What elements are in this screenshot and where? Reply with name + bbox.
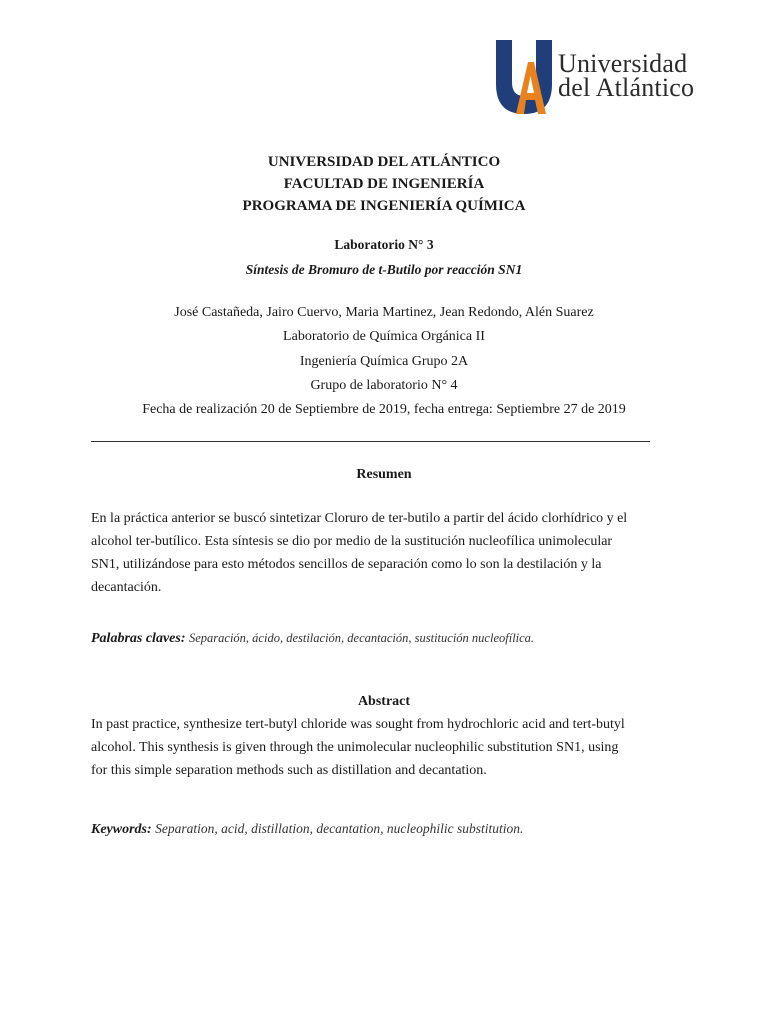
abstract-paragraph [91, 713, 678, 782]
program-title: PROGRAMA DE INGENIERÍA QUÍMICA [242, 198, 526, 214]
divider [91, 441, 650, 442]
abstract-line: alcohol. This synthesis is given through the unimolecular nucleophilic substitution SN1, using [91, 740, 619, 755]
logo-text-line2: del Atlántico [558, 73, 695, 102]
lab-group: Grupo de laboratorio N° 4 [310, 378, 458, 393]
resumen-line: En la práctica anterior se buscó sintetizar Cloruro de ter-butilo a partir del ácido clorhídrico y el [91, 511, 628, 526]
abstract-keywords [91, 821, 523, 838]
group: Ingeniería Química Grupo 2A [299, 354, 469, 369]
keywords-label: Keywords: [91, 822, 152, 837]
keywords-text: Separation, acid, distillation, decantation, nucleophilic substitution. [155, 821, 524, 836]
lab-number: Laboratorio N° 3 [334, 237, 434, 252]
university-logo-mark-icon [494, 38, 554, 116]
logo-text-line1: Universidad [558, 49, 688, 78]
resumen-heading: Resumen [356, 467, 412, 482]
abstract-line: In past practice, synthesize tert-butyl chloride was sought from hydrochloric acid and tert-butyl [91, 717, 625, 732]
university-logo [494, 38, 709, 116]
resumen-line: decantación. [91, 580, 162, 595]
course: Laboratorio de Química Orgánica II [283, 329, 485, 344]
authors: José Castañeda, Jairo Cuervo, Maria Martinez, Jean Redondo, Alén Suarez [174, 305, 594, 320]
resumen-line: SN1, utilizándose para esto métodos sencillos de separación como lo son la destilación y la [91, 557, 602, 572]
keywords-text: Separación, ácido, destilación, decantación, sustitución nucleofílica. [188, 631, 535, 645]
lab-title: Síntesis de Bromuro de t-Butilo por reacción SN1 [245, 262, 523, 277]
institution-title: UNIVERSIDAD DEL ATLÁNTICO [267, 154, 501, 170]
resumen-keywords [91, 631, 534, 647]
resumen-paragraph [91, 507, 678, 599]
dates: Fecha de realización 20 de Septiembre de 2019, fecha entrega: Septiembre 27 de 2019 [142, 402, 626, 417]
abstract-line: for this simple separation methods such as distillation and decantation. [91, 763, 487, 778]
resumen-line: alcohol ter-butílico. Esta síntesis se dio por medio de la sustitución nucleofílica unimolecular [91, 534, 613, 549]
abstract-heading: Abstract [357, 694, 411, 709]
faculty-title: FACULTAD DE INGENIERÍA [283, 176, 485, 192]
keywords-label: Palabras claves: [91, 631, 186, 646]
